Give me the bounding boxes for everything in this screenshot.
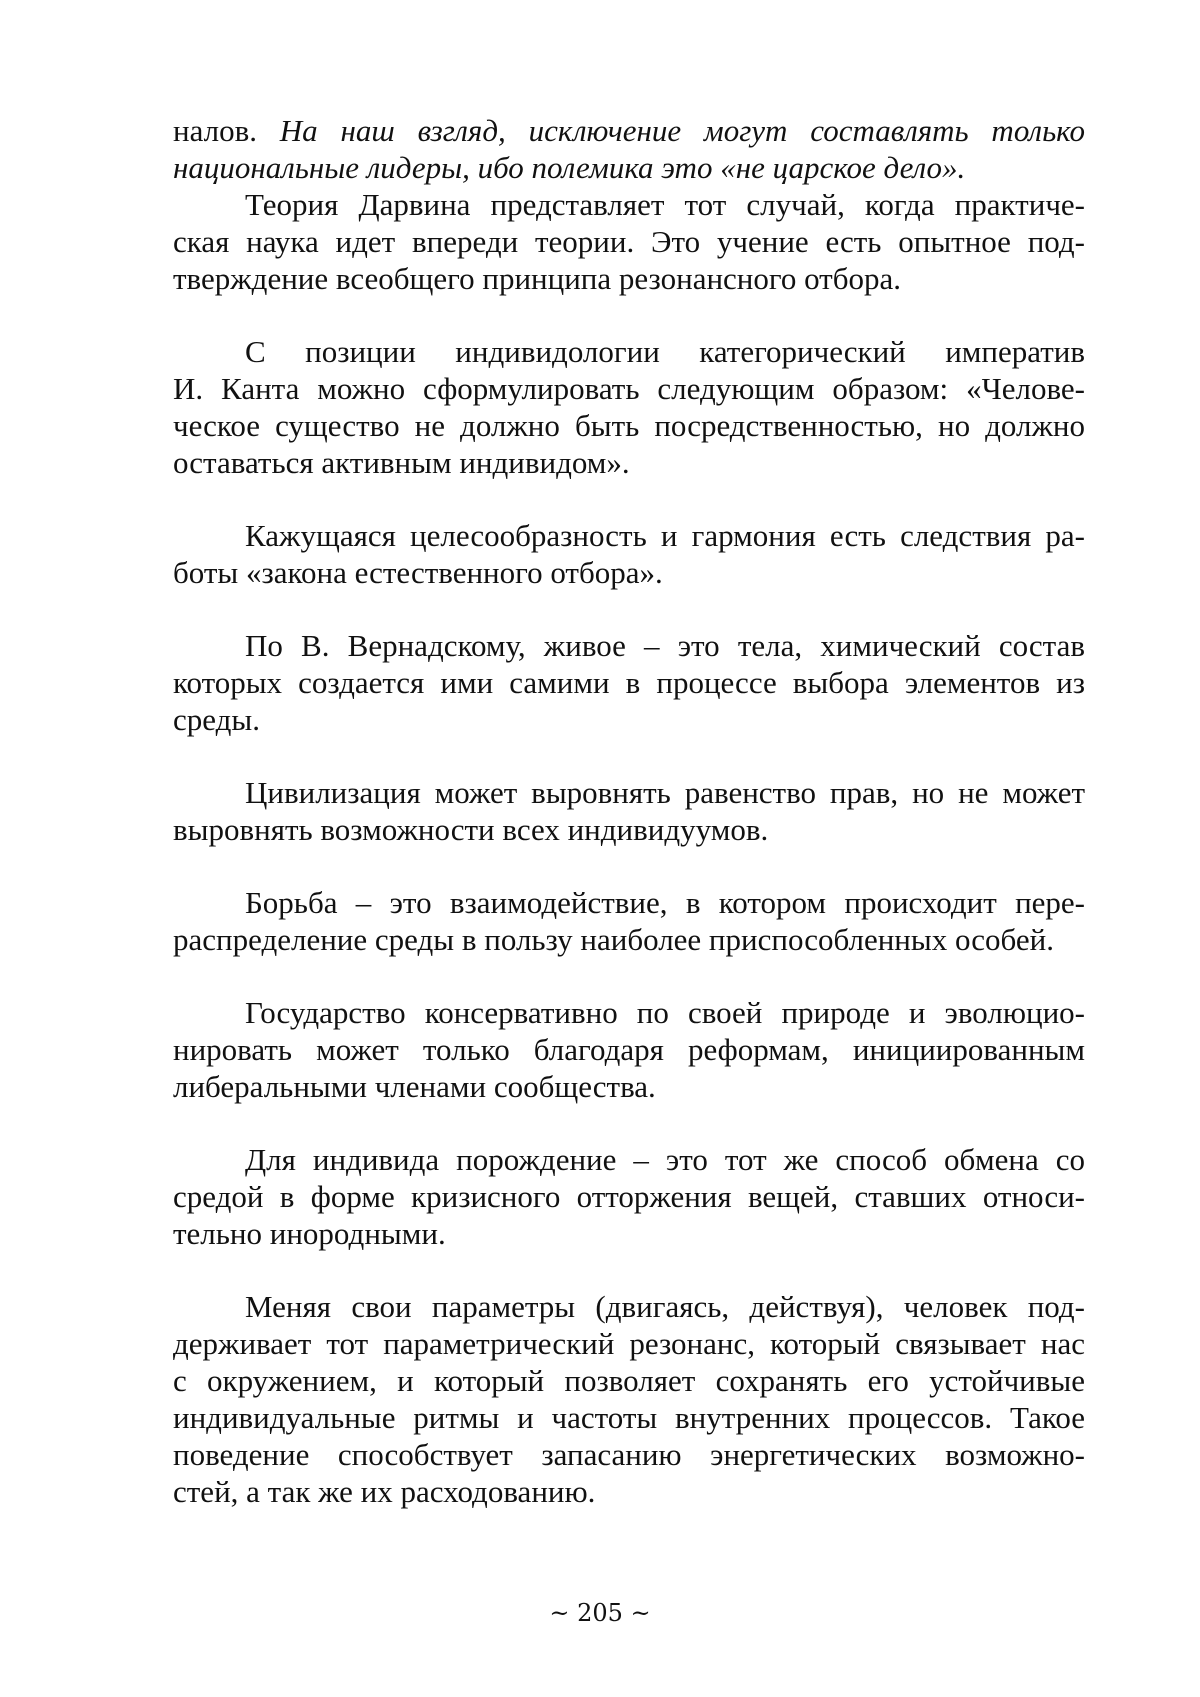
text-line: оставаться активным индивидом».	[173, 444, 1085, 481]
paragraph-state	[173, 994, 1085, 1105]
italic-text-run: национальные лидеры, ибо полемика это «не царское дело».	[173, 150, 965, 185]
text-line: которых создается ими самими в процессе выбора элементов из	[173, 664, 1085, 701]
text-line: тельно инородными.	[173, 1215, 1085, 1252]
text-line: И. Канта можно сформулировать следующим образом: «Челове-	[173, 370, 1085, 407]
text-line: По В. Вернадскому, живое – это тела, химический состав	[173, 627, 1085, 664]
text-line	[173, 112, 1085, 149]
paragraph-vernadsky	[173, 627, 1085, 738]
text-line: ская наука идет впереди теории. Это учение есть опытное под-	[173, 223, 1085, 260]
paragraph-harmony	[173, 517, 1085, 591]
text-line: тверждение всеобщего принципа резонансного отбора.	[173, 260, 1085, 297]
paragraph-gap	[173, 481, 1085, 517]
text-line: ческое существо не должно быть посредственностью, но должно	[173, 407, 1085, 444]
text-line: индивидуальные ритмы и частоты внутренних процессов. Такое	[173, 1399, 1085, 1436]
text-line: либеральными членами сообщества.	[173, 1068, 1085, 1105]
paragraph-parameters	[173, 1288, 1085, 1510]
paragraph-gap	[173, 958, 1085, 994]
text-line: с окружением, и который позволяет сохранять его устойчивые	[173, 1362, 1085, 1399]
text-line	[173, 149, 1085, 186]
text-run: налов.	[173, 113, 280, 148]
paragraph-continuation	[173, 112, 1085, 186]
paragraph-gap	[173, 297, 1085, 333]
text-line: стей, а так же их расходованию.	[173, 1473, 1085, 1510]
text-line: нировать может только благодаря реформам, инициированным	[173, 1031, 1085, 1068]
text-line: Теория Дарвина представляет тот случай, когда практиче-	[173, 186, 1085, 223]
paragraph-kant	[173, 333, 1085, 481]
text-line: Кажущаяся целесообразность и гармония есть следствия ра-	[173, 517, 1085, 554]
paragraph-gap	[173, 848, 1085, 884]
text-line: поведение способствует запасанию энергетических возможно-	[173, 1436, 1085, 1473]
page-number: ~ 205 ~	[0, 1598, 1200, 1628]
text-line: Меняя свои параметры (двигаясь, действуя), человек под-	[173, 1288, 1085, 1325]
paragraph-darwin	[173, 186, 1085, 297]
paragraph-struggle	[173, 884, 1085, 958]
text-line: Цивилизация может выровнять равенство прав, но не может	[173, 774, 1085, 811]
paragraph-gap	[173, 1252, 1085, 1288]
text-line: С позиции индивидологии категорический императив	[173, 333, 1085, 370]
text-line: Государство консервативно по своей природе и эволюцио-	[173, 994, 1085, 1031]
text-line: распределение среды в пользу наиболее приспособленных особей.	[173, 921, 1085, 958]
text-line: боты «закона естественного отбора».	[173, 554, 1085, 591]
text-line: Борьба – это взаимодействие, в котором происходит пере-	[173, 884, 1085, 921]
text-line: держивает тот параметрический резонанс, который связывает нас	[173, 1325, 1085, 1362]
page-body	[173, 112, 1085, 1510]
text-line: Для индивида порождение – это тот же способ обмена со	[173, 1141, 1085, 1178]
paragraph-gap	[173, 591, 1085, 627]
text-line: средой в форме кризисного отторжения вещей, ставших относи-	[173, 1178, 1085, 1215]
paragraph-gap	[173, 738, 1085, 774]
paragraph-gap	[173, 1105, 1085, 1141]
text-line: среды.	[173, 701, 1085, 738]
text-line: выровнять возможности всех индивидуумов.	[173, 811, 1085, 848]
paragraph-civilization	[173, 774, 1085, 848]
italic-text-run: На наш взгляд, исключение могут составлять только	[280, 113, 1085, 148]
paragraph-generation	[173, 1141, 1085, 1252]
